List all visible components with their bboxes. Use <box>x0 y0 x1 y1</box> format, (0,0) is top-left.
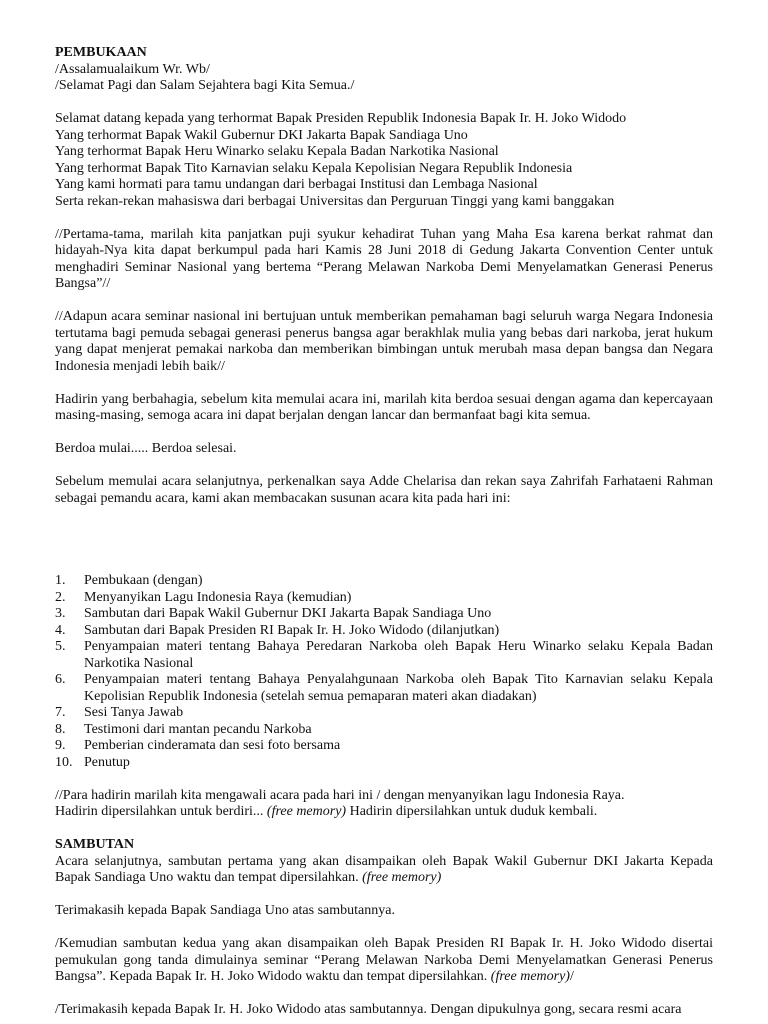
paragraph: Hadirin yang berbahagia, sebelum kita memulai acara ini, marilah kita berdoa sesuai dengan agama dan kepercayaan masing-masing, semoga acara ini dapat berjalan dengan lancar dan bermanfaat bagi kita semua. <box>55 391 713 423</box>
honorific-line: Serta rekan-rekan mahasiswa dari berbagai Universitas dan Perguruan Tinggi yang kami banggakan <box>55 193 615 209</box>
list-number: 1. <box>55 573 66 588</box>
list-number: 9. <box>55 738 66 753</box>
list-item <box>55 590 713 607</box>
list-text: Menyanyikan Lagu Indonesia Raya (kemudian) <box>84 589 352 605</box>
opening-heading: PEMBUKAAN <box>55 45 147 60</box>
honorific-line: Yang terhormat Bapak Tito Karnavian selaku Kepala Kepolisian Negara Republik Indonesia <box>55 160 573 176</box>
list-item <box>55 738 713 755</box>
anthem-line: //Para hadirin marilah kita mengawali acara pada hari ini / dengan menyanyikan lagu Indonesia Raya. <box>55 787 625 803</box>
list-text: Sesi Tanya Jawab <box>84 705 184 720</box>
list-text: Pembukaan (dengan) <box>84 573 203 588</box>
thanks-line: Terimakasih kepada Bapak Sandiaga Uno atas sambutannya. <box>55 903 395 918</box>
greeting-line: /Selamat Pagi dan Salam Sejahtera bagi Kita Semua./ <box>55 78 355 93</box>
list-number: 3. <box>55 606 66 621</box>
greeting-line: /Assalamualaikum Wr. Wb/ <box>55 61 210 77</box>
paragraph: //Pertama-tama, marilah kita panjatkan puji syukur kehadirat Tuhan yang Maha Esa karena berkat rahmat dan hidayah-Nya kita dapat berkumpul pada hari Kamis 28 Juni 2018 di Gedung Jakarta Convention Center untuk menghadiri Seminar Nasional yang bertema “Perang Melawan Narkoba Demi Menyelamatkan Generasi Penerus Bangsa”// <box>55 226 713 291</box>
list-item <box>55 755 713 772</box>
honorific-line: Yang terhormat Bapak Heru Winarko selaku Kepala Badan Narkotika Nasional <box>55 144 499 159</box>
list-item <box>55 705 713 722</box>
document-body <box>55 45 713 1019</box>
paragraph <box>55 936 713 986</box>
list-text: Sambutan dari Bapak Wakil Gubernur DKI Jakarta Bapak Sandiaga Uno <box>84 606 492 621</box>
agenda-list <box>55 573 713 771</box>
honorific-line: Yang terhormat Bapak Wakil Gubernur DKI Jakarta Bapak Sandiaga Uno <box>55 127 468 143</box>
list-item <box>55 606 713 623</box>
stage-note: (free memory) <box>490 969 570 984</box>
list-item <box>55 672 713 705</box>
list-text: Penyampaian materi tentang Bahaya Penyalahgunaan Narkoba oleh Bapak Tito Karnavian selaku Kepala Kepolisian Republik Indonesia (setelah semua pemaparan materi akan diadakan) <box>84 672 713 704</box>
list-text: Pemberian cinderamata dan sesi foto bersama <box>84 738 341 753</box>
paragraph: /Terimakasih kepada Bapak Ir. H. Joko Widodo atas sambutannya. Dengan dipukulnya gong, secara resmi acara <box>55 1002 682 1017</box>
list-number: 6. <box>55 672 66 687</box>
stage-note: (free memory) <box>362 870 442 885</box>
paragraph <box>55 854 713 887</box>
list-item <box>55 573 713 590</box>
paragraph-text: Acara selanjutnya, sambutan pertama yang akan disampaikan oleh Bapak Wakil Gubernur DKI Jakarta Kepada Bapak Sandiaga Uno waktu dan tempat dipersilahkan. <box>55 853 713 885</box>
list-item <box>55 639 713 672</box>
list-text: Penyampaian materi tentang Bahaya Peredaran Narkoba oleh Bapak Heru Winarko selaku Kepala Badan Narkotika Nasional <box>84 639 713 671</box>
list-number: 4. <box>55 622 66 638</box>
list-text: Testimoni dari mantan pecandu Narkoba <box>84 721 312 737</box>
anthem-text: Hadirin dipersilahkan untuk berdiri... <box>55 804 267 819</box>
honorifics-block <box>55 111 713 210</box>
paragraph: Sebelum memulai acara selanjutnya, perkenalkan saya Adde Chelarisa dan rekan saya Zahrifah Farhataeni Rahman sebagai pemandu acara, kami akan membacakan susunan acara kita pada hari ini: <box>55 474 713 506</box>
list-number: 10. <box>55 754 73 770</box>
paragraph-text: /Kemudian sambutan kedua yang akan disampaikan oleh Bapak Presiden RI Bapak Ir. H. Joko Widodo disertai pemukulan gong tanda dimulainya seminar “Perang Melawan Narkoba Demi Menyelamatkan Generasi Penerus Bangsa”. Kepada Bapak Ir. H. Joko Widodo waktu dan tempat dipersilahkan. <box>55 936 713 984</box>
list-item <box>55 623 713 640</box>
list-item <box>55 722 713 739</box>
anthem-line <box>55 804 713 821</box>
paragraph-text: / <box>569 969 574 984</box>
honorific-line: Selamat datang kepada yang terhormat Bapak Presiden Republik Indonesia Bapak Ir. H. Joko Widodo <box>55 111 627 126</box>
list-number: 5. <box>55 639 66 654</box>
paragraph: //Adapun acara seminar nasional ini bertujuan untuk memberikan pemahaman bagi seluruh warga Negara Indonesia tertutama bagi pemuda sebagai generasi penerus bangsa agar berakhlak mulia yang bebas dari narkoba, jerat hukum yang dapat menjerat pemakai narkoba dan memberikan bimbingan untuk merubah masa depan bangsa dan Negara Indonesia menjadi lebih baik// <box>55 309 713 374</box>
sambutan-heading: SAMBUTAN <box>55 837 135 852</box>
honorific-line: Yang kami hormati para tamu undangan dari berbagai Institusi dan Lembaga Nasional <box>55 177 538 192</box>
anthem-text: Hadirin dipersilahkan untuk duduk kembali. <box>346 804 598 819</box>
prayer-line: Berdoa mulai..... Berdoa selesai. <box>55 441 237 456</box>
list-number: 8. <box>55 721 66 737</box>
list-number: 2. <box>55 589 66 605</box>
list-text: Penutup <box>84 754 130 770</box>
list-number: 7. <box>55 705 66 720</box>
stage-note: (free memory) <box>266 804 347 819</box>
list-text: Sambutan dari Bapak Presiden RI Bapak Ir. H. Joko Widodo (dilanjutkan) <box>84 622 500 638</box>
